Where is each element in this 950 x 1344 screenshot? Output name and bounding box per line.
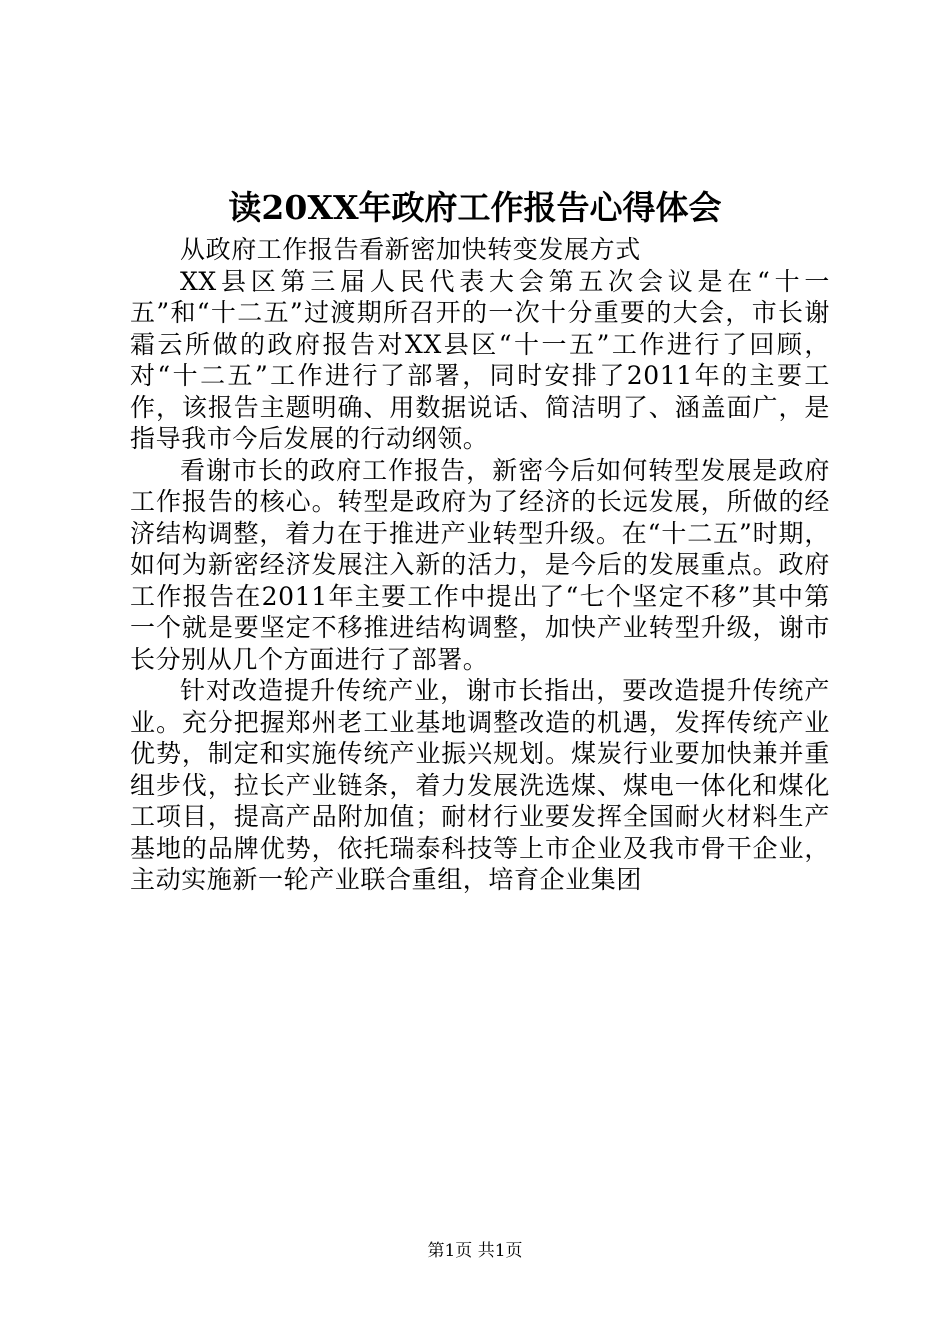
body-paragraph-4: 针对改造提升传统产业，谢市长指出，要改造提升传统产业。充分把握郑州老工业基地调整改造的机遇，发挥传统产业优势，制定和实施传统产业振兴规划。煤炭行业要加快兼并重组步伐，拉长产业链条，着力发展洗选煤、煤电一体化和煤化工项目，提高产品附加值；耐材行业要发挥全国耐火材料生产基地的品牌优势，依托瑞泰科技等上市企业及我市骨干企业，主动实施新一轮产业联合重组，培育企业集团 (130, 676, 830, 894)
document-title: 读20XX年政府工作报告心得体会 (228, 188, 722, 227)
document-body (130, 234, 830, 896)
body-paragraph-1: 从政府工作报告看新密加快转变发展方式 (180, 235, 641, 264)
page-number-footer: 第1页 共1页 (427, 1241, 523, 1261)
body-paragraph-3: 看谢市长的政府工作报告，新密今后如何转型发展是政府工作报告的核心。转型是政府为了经济的长远发展，所做的经济结构调整，着力在于推进产业转型升级。在“十二五”时期，如何为新密经济发展注入新的活力，是今后的发展重点。政府工作报告在2011年主要工作中提出了“七个坚定不移”其中第一个就是要坚定不移推进结构调整，加快产业转型升级，谢市长分别从几个方面进行了部署。 (130, 455, 830, 674)
body-paragraph-2: XX县区第三届人民代表大会第五次会议是在“十一五”和“十二五”过渡期所召开的一次十分重要的大会，市长谢霜云所做的政府报告对XX县区“十一五”工作进行了回顾，对“十二五”工作进行了部署，同时安排了2011年的主要工作，该报告主题明确、用数据说话、简洁明了、涵盖面广，是指导我市今后发展的行动纲领。 (130, 266, 830, 453)
